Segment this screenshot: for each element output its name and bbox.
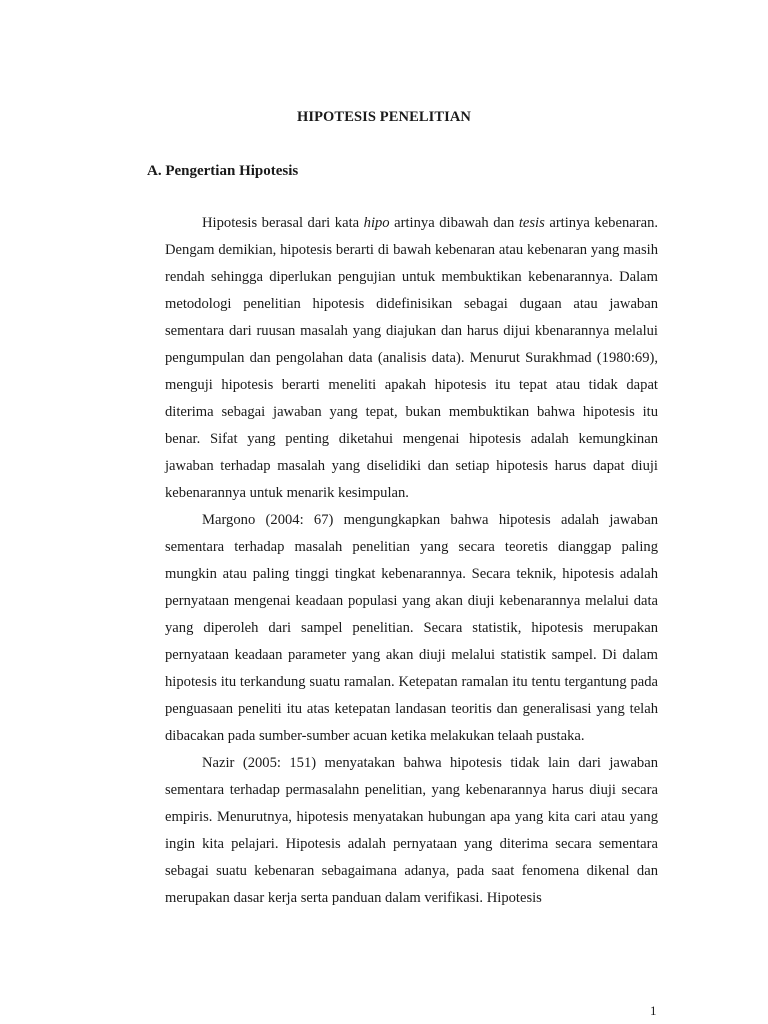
body-text bbox=[165, 210, 658, 912]
page-title: HIPOTESIS PENELITIAN bbox=[296, 109, 472, 125]
italic-term-hipo: hipo bbox=[363, 215, 390, 231]
italic-term-tesis: tesis bbox=[518, 215, 545, 231]
paragraph-1-part-c: artinya kebenaran. Dengam demikian, hipotesis berarti di bawah kebenaran atau kebenaran yang masih rendah sehingga diperlukan pengujian untuk membuktikan kebenarannya. Dalam metodologi penelitian hipotesis didefinisikan sebagai dugaan atau jawaban sementara dari ruusan masalah yang diajukan dan harus dijui kbenarannya melalui pengumpulan dan pengolahan data (analisis data). Menurut Surakhmad (1980:69), menguji hipotesis berarti meneliti apakah hipotesis itu tepat atau tidak dapat diterima sebagai jawaban yang tepat, bukan membuktikan bahwa hipotesis itu benar. Sifat yang penting diketahui mengenai hipotesis adalah kemungkinan jawaban terhadap masalah yang diselidiki dan setiap hipotesis harus dapat diuji kebenarannya untuk menarik kesimpulan. bbox=[165, 215, 659, 501]
paragraph-1-part-b: artinya dibawah dan bbox=[389, 215, 519, 231]
section-heading: A. Pengertian Hipotesis bbox=[147, 163, 299, 179]
paragraph-2: Margono (2004: 67) mengungkapkan bahwa hipotesis adalah jawaban sementara terhadap masalah penelitian yang secara teoretis dianggap paling mungkin atau paling tinggi tingkat kebenarannya. Secara teknik, hipotesis adalah pernyataan mengenai keadaan populasi yang akan diuji kebenarannya melalui data yang diperoleh dari sampel penelitian. Secara statistik, hipotesis merupakan pernyataan keadaan parameter yang akan diuji melalui statistik sampel. Di dalam hipotesis itu terkandung suatu ramalan. Ketepatan ramalan itu tentu tergantung pada penguasaan peneliti itu atas ketepatan landasan teoritis dan generalisasi yang telah dibacakan pada sumber-sumber acuan ketika melakukan telaah pustaka. bbox=[165, 512, 658, 744]
paragraph-1-part-a: Hipotesis berasal dari kata bbox=[202, 215, 364, 231]
paragraph-3: Nazir (2005: 151) menyatakan bahwa hipotesis tidak lain dari jawaban sementara terhadap permasalahn penelitian, yang kebenarannya harus diuji secara empiris. Menurutnya, hipotesis menyatakan hubungan apa yang kita cari atau yang ingin kita pelajari. Hipotesis adalah pernyataan yang diterima secara sementara sebagai suatu kebenaran sebagaimana adanya, pada saat fenomena dikenal dan merupakan dasar kerja serta panduan dalam verifikasi. Hipotesis bbox=[165, 755, 658, 906]
page-number: 1 bbox=[650, 1003, 657, 1018]
paragraph-1 bbox=[165, 210, 658, 507]
